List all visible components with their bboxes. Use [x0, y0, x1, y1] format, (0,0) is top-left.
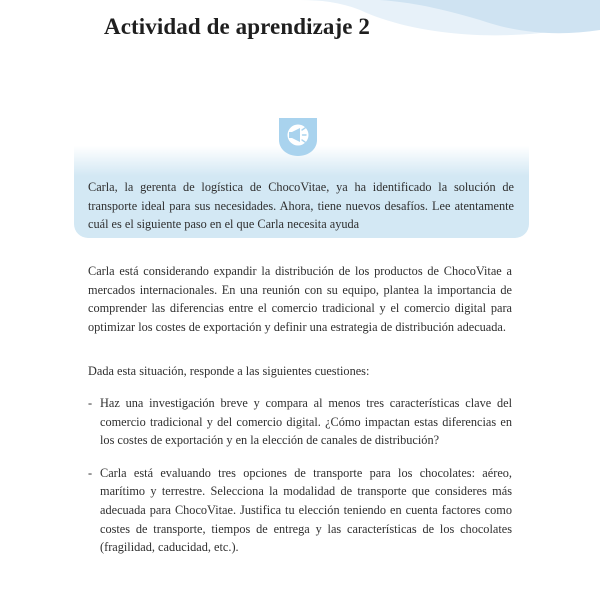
questions-list: [88, 394, 512, 571]
bullet-dash: -: [88, 396, 93, 410]
question-text: Carla está evaluando tres opciones de transporte para los chocolates: aéreo, marítimo y terrestre. Selecciona la modalidad de transporte que consideres más adecuada para ChocoVitae. Justifica tu elección teniendo en cuenta factores como costes de transporte, tiempos de entrega y las características de los chocolates (fragilidad, caducidad, etc.).: [100, 465, 512, 555]
question-item: [88, 464, 512, 557]
bullet-dash: -: [88, 465, 93, 480]
instruction-paragraph: Dada esta situación, responde a las siguientes cuestiones:: [88, 364, 370, 378]
context-paragraph: Carla está considerando expandir la distribución de los productos de ChocoVitae a mercados internacionales. En una reunión con su equipo, plantea la importancia de comprender las diferencias entre el comercio tradicional y el comercio digital para optimizar los costes de exportación y definir una estrategia de distribución adecuada.: [88, 264, 512, 334]
megaphone-icon: [273, 118, 323, 156]
question-item: [88, 394, 512, 450]
page-title: Actividad de aprendizaje 2: [104, 14, 371, 39]
intro-text: Carla, la gerenta de logística de ChocoVitae, ya ha identificado la solución de transporte ideal para sus necesidades. Ahora, tiene nuevos desafíos. Lee atentamente cuál es el siguiente paso en el que Carla necesita ayuda: [88, 180, 514, 232]
question-text: Haz una investigación breve y compara al menos tres características clave del comercio tradicional y del comercio digital. ¿Cómo impactan estas diferencias en los costes de exportación y en la elección de canales de distribución?: [100, 396, 512, 448]
